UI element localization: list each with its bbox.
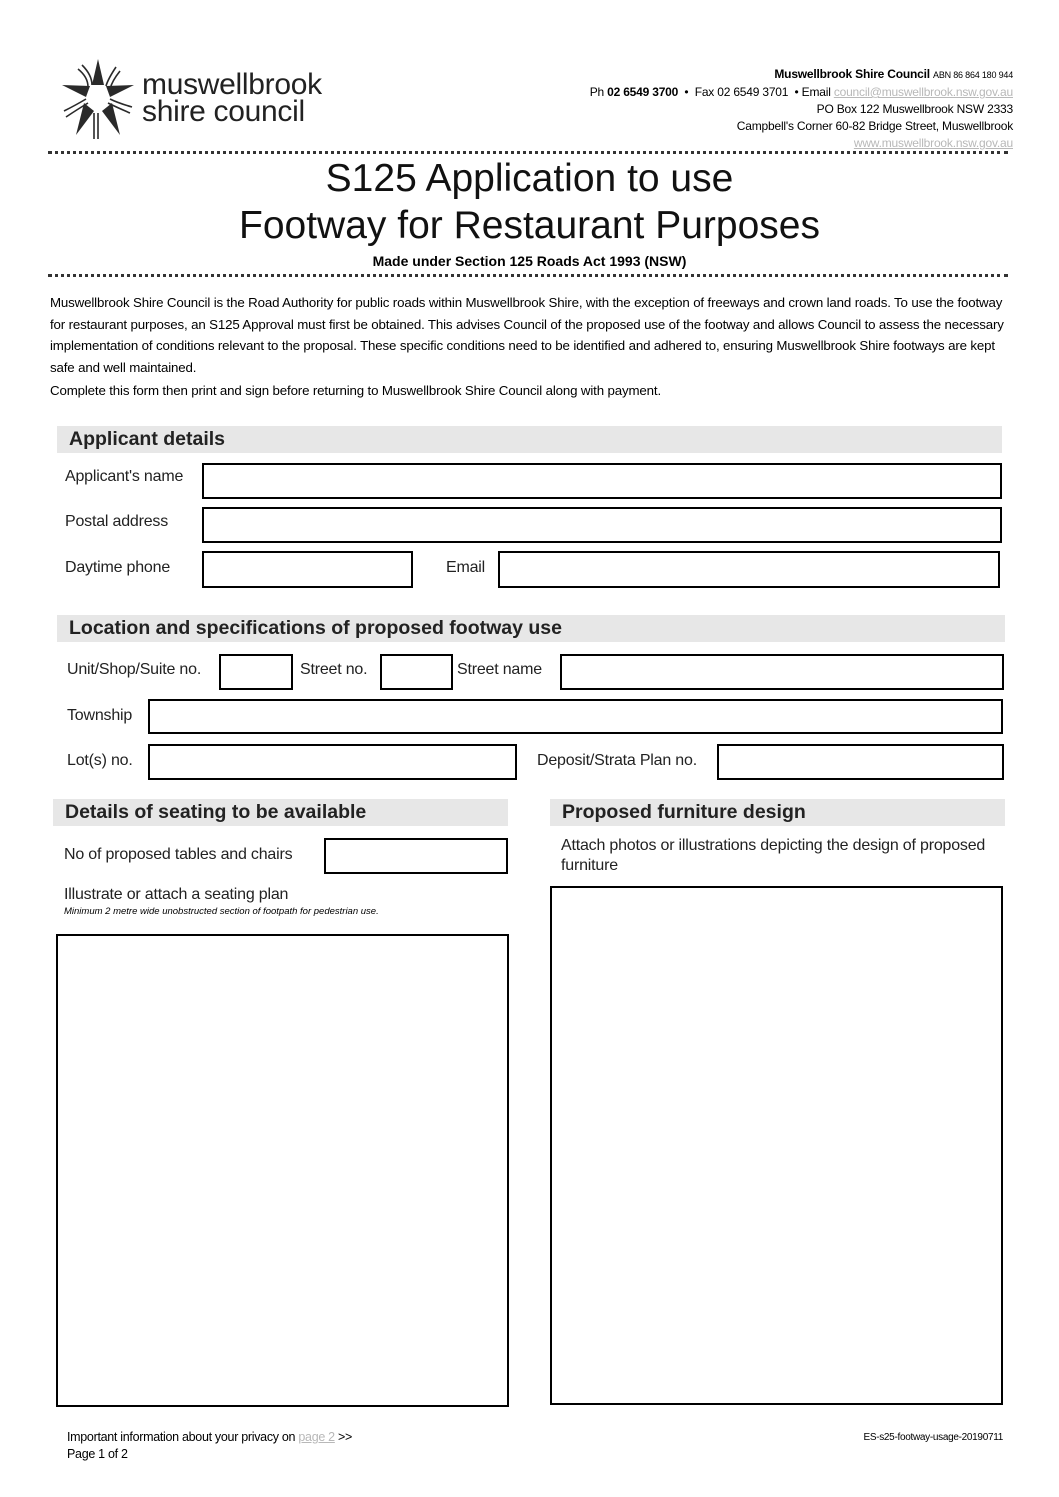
star-logo-icon <box>58 55 138 141</box>
applicant-name-label: Applicant's name <box>65 468 184 485</box>
street-no-field[interactable] <box>380 654 453 690</box>
street-no-label: Street no. <box>300 661 368 678</box>
contact-block: Muswellbrook Shire Council ABN 86 864 180 944 Ph 02 6549 3700 • Fax 02 6549 3701 • Email council@muswellbrook.nsw.gov.au PO Box 122 Muswellbrook NSW 2333 Campbell's Corner 60-82 Bridge Street, Muswellbrook www.muswellbrook.nsw.gov.au <box>589 67 1013 150</box>
street-name-label: Street name <box>457 661 542 678</box>
fax-label: Fax <box>694 85 715 99</box>
title-line-2: Footway for Restaurant Purposes <box>239 204 820 247</box>
po-box: PO Box 122 Muswellbrook NSW 2333 <box>816 102 1013 116</box>
abn: ABN 86 864 180 944 <box>933 70 1013 80</box>
phone-label: Ph <box>589 85 604 99</box>
seating-section-heading: Details of seating to be available <box>53 799 508 826</box>
street-address: Campbell's Corner 60-82 Bridge Street, Muswellbrook <box>736 119 1013 133</box>
org-name: Muswellbrook Shire Council <box>774 67 930 81</box>
fax-number: 02 6549 3701 <box>717 85 789 99</box>
postal-address-label: Postal address <box>65 513 169 530</box>
privacy-page-link[interactable]: page 2 <box>298 1430 335 1444</box>
plan-label: Deposit/Strata Plan no. <box>537 752 697 769</box>
township-field[interactable] <box>148 699 1003 734</box>
intro-note: Complete this form then print and sign before returning to Muswellbrook Shire Council along with payment. <box>50 383 662 398</box>
logo-line-1: muswellbrook <box>142 68 322 101</box>
email-field-label: Email <box>446 559 486 576</box>
privacy-text: Important information about your privacy on <box>67 1430 296 1444</box>
seating-plan-area[interactable] <box>56 934 509 1407</box>
email-link[interactable]: council@muswellbrook.nsw.gov.au <box>833 85 1013 99</box>
subtitle: Made under Section 125 Roads Act 1993 (NSW) <box>372 253 687 269</box>
unit-field[interactable] <box>219 654 293 690</box>
intro-paragraph: Muswellbrook Shire Council is the Road Authority for public roads within Muswellbrook Shire, with the exception of freeways and crown land roads. To use the footway for restaurant purposes, an S125 Approval must first be obtained. This advises Council of the proposed use of the footway and allows Council to assess the necessary implementation of conditions relevant to the proposal. These specific conditions need to be identified and adhered to, ensuring Muswellbrook Shire footways are kept safe and well maintained. <box>50 295 1004 375</box>
applicant-section-heading: Applicant details <box>57 426 1002 453</box>
divider-top <box>48 151 1008 154</box>
title-line-1: S125 Application to use <box>325 157 734 200</box>
page-number: Page 1 of 2 <box>67 1447 128 1461</box>
form-code: ES-s25-footway-usage-20190711 <box>863 1432 1003 1443</box>
plan-field[interactable] <box>717 744 1004 780</box>
daytime-phone-label: Daytime phone <box>65 559 171 576</box>
council-logo <box>58 55 358 145</box>
email-label: Email <box>801 85 831 99</box>
tables-chairs-label: No of proposed tables and chairs <box>64 846 293 863</box>
privacy-line <box>67 1430 352 1444</box>
seating-plan-note: Minimum 2 metre wide unobstructed section of footpath for pedestrian use. <box>64 906 379 917</box>
furniture-section-heading: Proposed furniture design <box>550 799 1005 826</box>
street-name-field[interactable] <box>560 654 1004 690</box>
furniture-design-area[interactable] <box>550 886 1003 1405</box>
tables-chairs-field[interactable] <box>324 838 508 874</box>
phone-number: 02 6549 3700 <box>607 85 679 99</box>
logo-line-2: shire council <box>142 95 305 128</box>
daytime-phone-field[interactable] <box>202 551 413 588</box>
lot-field[interactable] <box>148 744 517 780</box>
postal-address-field[interactable] <box>202 507 1002 543</box>
seating-plan-label: Illustrate or attach a seating plan <box>64 886 289 903</box>
location-section-heading: Location and specifications of proposed footway use <box>57 615 1005 642</box>
website-link[interactable]: www.muswellbrook.nsw.gov.au <box>853 136 1013 150</box>
unit-label: Unit/Shop/Suite no. <box>67 661 202 678</box>
applicant-name-field[interactable] <box>202 463 1002 499</box>
email-field[interactable] <box>498 551 1000 588</box>
logo-wordmark <box>142 68 322 128</box>
lot-label: Lot(s) no. <box>67 752 133 769</box>
township-label: Township <box>67 707 133 724</box>
privacy-arrows: >> <box>338 1430 353 1444</box>
furniture-instruction: Attach photos or illustrations depicting the design of proposed furniture <box>561 837 986 874</box>
divider-bottom <box>48 274 1008 277</box>
